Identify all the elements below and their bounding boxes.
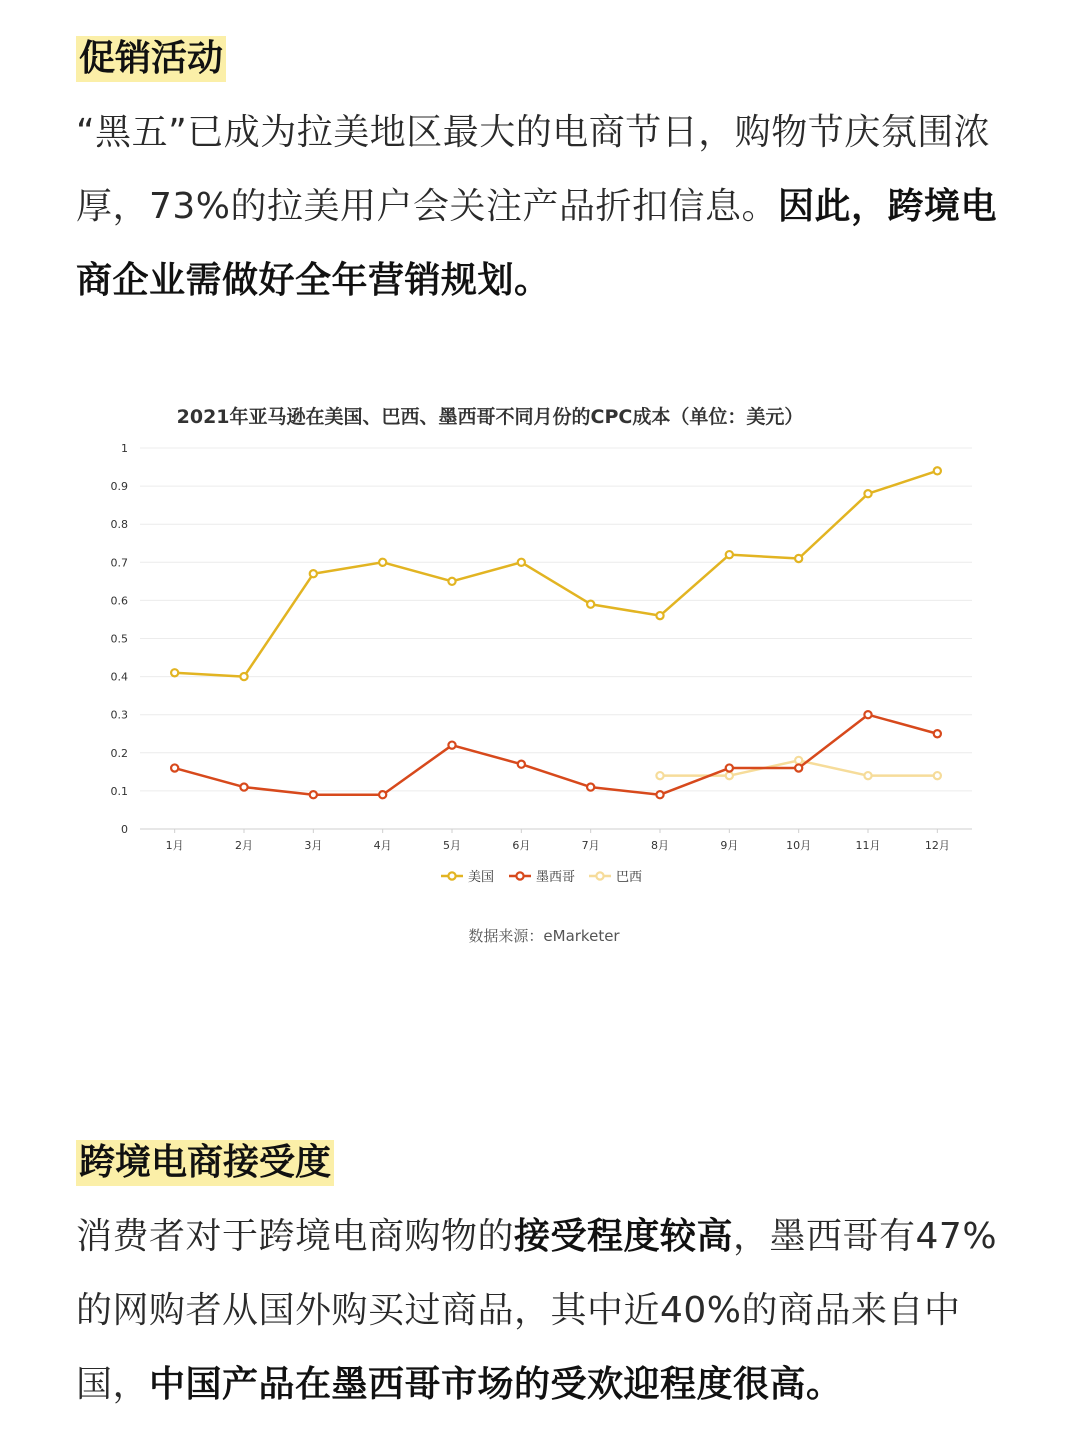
x-tick-label: 11月 [855, 839, 881, 852]
paragraph-text: “黑五”已成为拉美地区最大的电商节日，购物节庆氛围浓厚，73%的拉美用户会关注产品折扣信息。 [76, 112, 991, 227]
y-tick-label: 0.9 [110, 480, 128, 494]
acceptance-section [76, 1140, 1006, 1422]
data-point [379, 559, 386, 566]
chart-legend [441, 870, 642, 885]
data-point [518, 761, 525, 768]
data-point [864, 711, 871, 718]
y-tick-label: 0.5 [110, 632, 128, 646]
data-point [934, 467, 941, 474]
series-墨西哥 [171, 711, 941, 798]
series-line [175, 471, 938, 677]
data-point [864, 490, 871, 497]
data-point [448, 578, 455, 585]
legend-label: 巴西 [616, 870, 643, 885]
paragraph-text: 消费者对于跨境电商购物的 [76, 1216, 515, 1257]
data-point [934, 772, 941, 779]
y-tick-label: 0.7 [110, 556, 128, 570]
paragraph-bold-text: 中国产品在墨西哥市场的受欢迎程度很高。 [149, 1364, 843, 1405]
data-point [587, 601, 594, 608]
paragraph-bold-text: 接受程度较高 [514, 1216, 734, 1257]
section-heading: 促销活动 [76, 36, 226, 82]
paragraph-text: ，墨西哥有47%的网购者从国外购买过商品，其中近40%的商品来自中国， [76, 1216, 998, 1405]
x-tick-label: 5月 [443, 839, 461, 852]
data-point [587, 783, 594, 790]
section-paragraph [76, 1200, 1006, 1422]
data-point [379, 791, 386, 798]
cpc-line-chart [90, 395, 990, 955]
x-tick-label: 12月 [924, 839, 950, 852]
x-tick-label: 8月 [651, 839, 669, 852]
data-point [795, 764, 802, 771]
y-tick-label: 0.1 [110, 784, 128, 798]
data-point [864, 772, 871, 779]
data-point [726, 772, 733, 779]
y-tick-label: 0.4 [110, 670, 128, 684]
data-point [310, 791, 317, 798]
legend-item [589, 870, 642, 885]
y-tick-label: 0.3 [110, 708, 128, 722]
section-heading: 跨境电商接受度 [76, 1140, 334, 1186]
data-point [171, 764, 178, 771]
data-point [656, 612, 663, 619]
legend-marker [516, 872, 523, 879]
data-point [171, 669, 178, 676]
x-tick-label: 9月 [720, 839, 739, 852]
chart-title: 2021年亚马逊在美国、巴西、墨西哥不同月份的CPC成本（单位：美元） [176, 406, 804, 428]
y-tick-label: 0.2 [110, 746, 128, 760]
series-line [175, 715, 938, 795]
data-point [240, 783, 247, 790]
series-美国 [171, 467, 941, 680]
x-tick-label: 2月 [235, 839, 253, 852]
data-point [240, 673, 247, 680]
section-paragraph [76, 96, 1006, 318]
chart-svg [90, 395, 990, 955]
chart-source: 数据来源：eMarketer [468, 927, 620, 945]
legend-item [441, 870, 494, 885]
legend-label: 美国 [468, 870, 495, 885]
legend-marker [448, 872, 455, 879]
x-tick-label: 10月 [786, 839, 812, 852]
data-point [795, 757, 802, 764]
data-point [795, 555, 802, 562]
chart-gridlines [140, 448, 972, 791]
data-point [726, 551, 733, 558]
data-point [656, 772, 663, 779]
chart-series [171, 467, 941, 798]
legend-marker [596, 872, 603, 879]
promotion-section [76, 36, 1006, 318]
legend-label: 墨西哥 [536, 870, 576, 885]
x-tick-label: 7月 [581, 839, 600, 852]
x-tick-label: 6月 [512, 839, 531, 852]
legend-item [509, 870, 575, 885]
x-tick-label: 1月 [165, 839, 184, 852]
x-tick-label: 4月 [373, 839, 392, 852]
data-point [726, 764, 733, 771]
y-tick-label: 0 [121, 823, 128, 836]
data-point [310, 570, 317, 577]
data-point [448, 742, 455, 749]
data-point [934, 730, 941, 737]
y-tick-label: 0.8 [110, 518, 128, 532]
data-point [518, 559, 525, 566]
x-tick-label: 3月 [304, 839, 323, 852]
y-tick-label: 1 [121, 442, 128, 455]
paragraph-bold-text: 因此，跨境电商企业需做好全年营销规划。 [76, 186, 998, 301]
data-point [656, 791, 663, 798]
y-tick-label: 0.6 [110, 594, 128, 608]
